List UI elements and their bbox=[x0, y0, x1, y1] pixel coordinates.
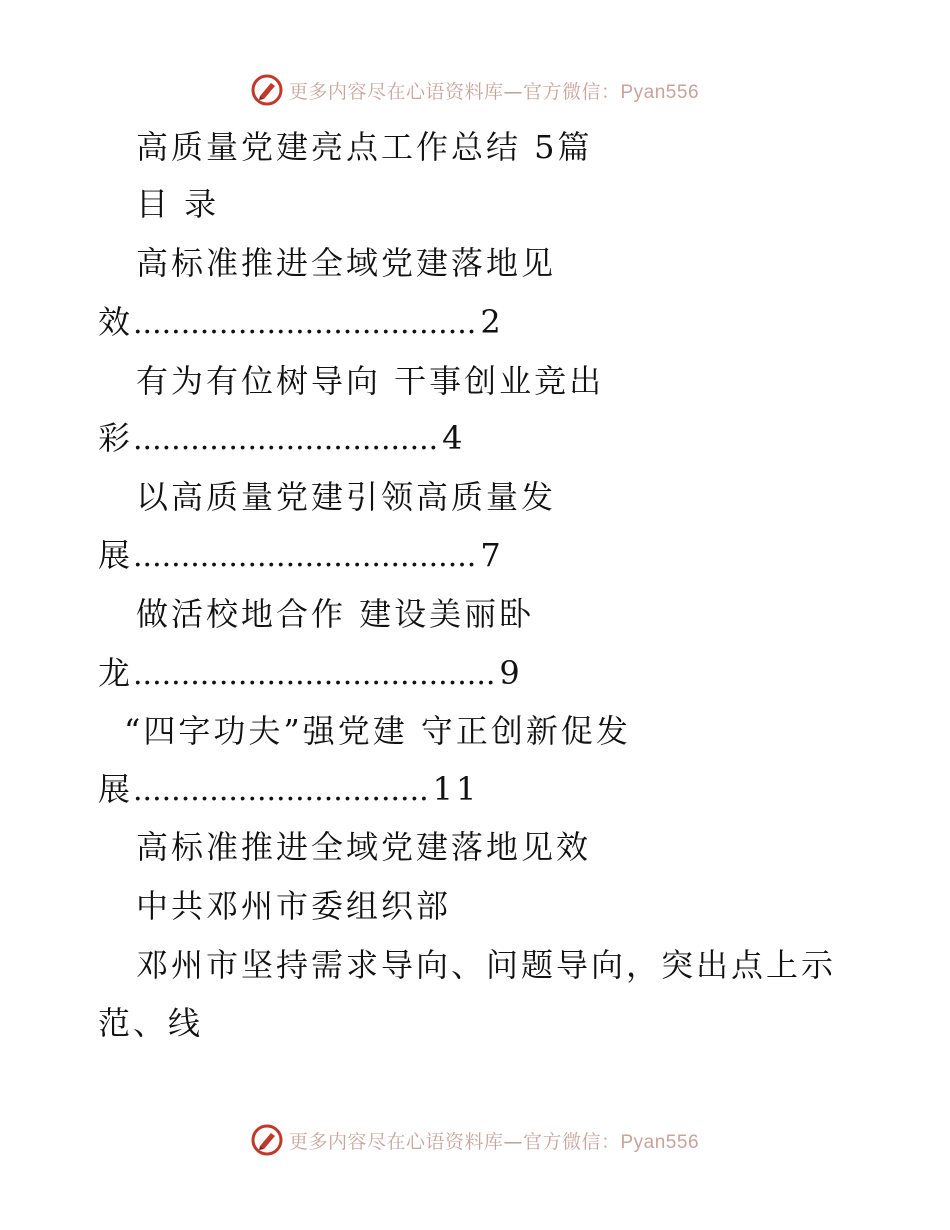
toc-entry-1-leader[interactable] bbox=[98, 302, 504, 344]
toc-entry-4-title-tail: 龙 bbox=[98, 654, 134, 692]
section-title: 高标准推进全域党建落地见效 bbox=[136, 828, 592, 866]
toc-entry-4-title: 做活校地合作 建设美丽卧 bbox=[136, 595, 535, 633]
banner-separator: — bbox=[503, 1130, 523, 1153]
banner-wechat-label: 官方微信： bbox=[522, 1130, 621, 1153]
banner-site-name: 更多内容尽在心语资料库 bbox=[288, 80, 504, 103]
paragraph-line-2: 范、线 bbox=[98, 1004, 204, 1042]
toc-entry-5-leader[interactable] bbox=[98, 769, 479, 811]
toc-entry-3-title-tail: 展 bbox=[98, 536, 134, 574]
banner-wechat-id: Pyan556 bbox=[620, 1131, 700, 1153]
toc-page-number: 7 bbox=[480, 536, 504, 574]
toc-page-number: 4 bbox=[442, 419, 466, 457]
toc-entry-1-title-tail: 效 bbox=[98, 303, 134, 341]
pen-logo-icon bbox=[251, 1124, 283, 1156]
toc-entry-5-title: “四字功夫”强党建 守正创新促发 bbox=[124, 712, 631, 750]
toc-dot-leader: ................................ bbox=[133, 422, 439, 457]
toc-heading: 目 录 bbox=[136, 185, 220, 223]
toc-entry-3-title: 以高质量党建引领高质量发 bbox=[136, 478, 557, 516]
banner-text bbox=[289, 1127, 699, 1154]
toc-entry-3-leader[interactable] bbox=[98, 535, 504, 577]
footer-watermark-banner bbox=[0, 1120, 950, 1160]
toc-page-number: 11 bbox=[432, 770, 480, 808]
banner-text bbox=[289, 77, 699, 104]
pen-logo-icon bbox=[251, 74, 283, 106]
author-line: 中共邓州市委组织部 bbox=[136, 887, 452, 925]
toc-page-number: 2 bbox=[480, 303, 504, 341]
header-watermark-banner bbox=[0, 70, 950, 110]
toc-dot-leader: .................................... bbox=[133, 539, 477, 574]
toc-entry-5-title-tail: 展 bbox=[98, 770, 134, 808]
banner-separator: — bbox=[503, 80, 523, 103]
banner-site-name: 更多内容尽在心语资料库 bbox=[288, 1130, 504, 1153]
paragraph-line-1: 邓州市坚持需求导向、问题导向，突出点上示 bbox=[136, 946, 837, 984]
toc-entry-4-leader[interactable] bbox=[98, 653, 523, 695]
document-title: 高质量党建亮点工作总结 5篇 bbox=[136, 128, 593, 166]
banner-wechat-id: Pyan556 bbox=[620, 81, 700, 103]
toc-dot-leader: ............................... bbox=[133, 773, 429, 808]
toc-entry-2-title-tail: 彩 bbox=[98, 419, 134, 457]
toc-page-number: 9 bbox=[499, 654, 523, 692]
banner-wechat-label: 官方微信： bbox=[522, 80, 621, 103]
toc-dot-leader: .................................... bbox=[133, 306, 477, 341]
toc-dot-leader: ...................................... bbox=[133, 657, 496, 692]
toc-entry-2-title: 有为有位树导向 干事创业竞出 bbox=[136, 362, 605, 400]
toc-entry-2-leader[interactable] bbox=[98, 418, 466, 460]
toc-entry-1-title: 高标准推进全域党建落地见 bbox=[136, 244, 557, 282]
